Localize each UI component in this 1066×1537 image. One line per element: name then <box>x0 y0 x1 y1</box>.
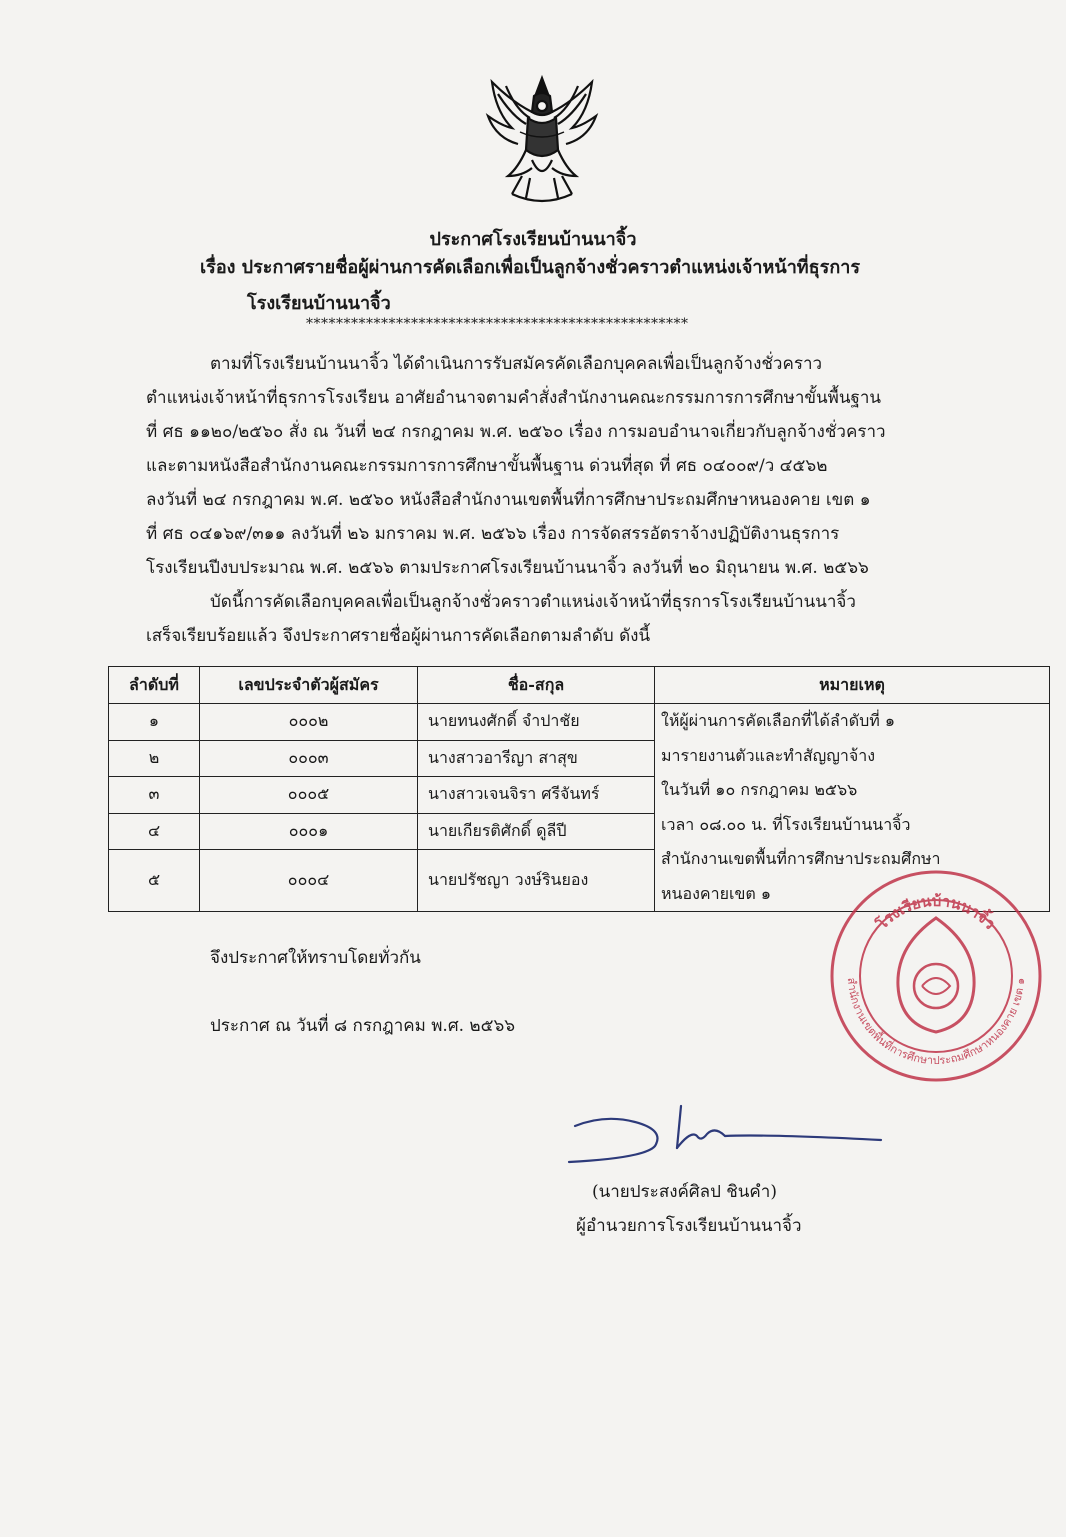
body-line-1: ตามที่โรงเรียนบ้านนาจิ้ว ได้ดำเนินการรับสมัครคัดเลือกบุคคลเพื่อเป็นลูกจ้างชั่วคราว <box>210 354 823 374</box>
school-seal-icon <box>826 866 1046 1086</box>
subject-line-continued: โรงเรียนบ้านนาจิ้ว <box>247 293 391 314</box>
table-header-row <box>109 667 1050 704</box>
body-line-3: ที่ ศธ ๑๑๒๐/๒๕๖๐ สั่ง ณ วันที่ ๒๔ กรกฎาคม พ.ศ. ๒๕๖๐ เรื่อง การมอบอำนาจเกี่ยวกับลูกจ้างชั่วคราว <box>146 422 886 442</box>
separator-stars: *************************************************** <box>306 316 689 332</box>
body-para2-line-1: บัดนี้การคัดเลือกบุคคลเพื่อเป็นลูกจ้างชั่วคราวตำแหน่งเจ้าหน้าที่ธุรการโรงเรียนบ้านนาจิ้ว <box>210 592 856 612</box>
row-order: ๔ <box>109 813 200 850</box>
row-name: นายเกียรติศักดิ์ ดูลีปี <box>418 813 655 850</box>
row-applicant-id: ๐๐๐๕ <box>200 777 418 814</box>
header-applicant-id: เลขประจำตัวผู้สมัคร <box>200 667 418 704</box>
body-line-2: ตำแหน่งเจ้าหน้าที่ธุรการโรงเรียน อาศัยอำนาจตามคำสั่งสำนักงานคณะกรรมการการศึกษาขั้นพื้นฐาน <box>146 388 882 408</box>
garuda-emblem-icon <box>482 72 602 212</box>
row-order: ๓ <box>109 777 200 814</box>
row-name: นายปรัชญา วงษ์รินยอง <box>418 850 655 912</box>
row-applicant-id: ๐๐๐๒ <box>200 704 418 741</box>
row-order: ๕ <box>109 850 200 912</box>
row-applicant-id: ๐๐๐๔ <box>200 850 418 912</box>
seal-text-ring: สำนักงานเขตพื้นที่การศึกษาประถมศึกษาหนองคาย เขต ๑ <box>844 977 1028 1068</box>
table-row <box>109 704 1050 741</box>
announce-title: ประกาศโรงเรียนบ้านนาจิ้ว <box>429 229 637 250</box>
header-remark: หมายเหตุ <box>655 667 1050 704</box>
remark-line: มารายงานตัวและทำสัญญาจ้าง <box>661 745 876 765</box>
row-order: ๑ <box>109 704 200 741</box>
announce-date: ประกาศ ณ วันที่ ๘ กรกฎาคม พ.ศ. ๒๕๖๖ <box>210 1016 516 1036</box>
row-name: นายทนงศักดิ์ จำปาชัย <box>418 704 655 741</box>
row-applicant-id: ๐๐๐๓ <box>200 740 418 777</box>
body-line-7: โรงเรียนปีงบประมาณ พ.ศ. ๒๕๖๖ ตามประกาศโรงเรียนบ้านนาจิ้ว ลงวันที่ ๒๐ มิถุนายน พ.ศ. ๒๕๖๖ <box>146 558 869 578</box>
remark-line: สำนักงานเขตพื้นที่การศึกษาประถมศึกษา <box>661 849 941 868</box>
row-name: นางสาวอารีญา สาสุข <box>418 740 655 777</box>
signer-position: ผู้อำนวยการโรงเรียนบ้านนาจิ้ว <box>576 1216 802 1236</box>
row-order: ๒ <box>109 740 200 777</box>
body-line-6: ที่ ศธ ๐๔๑๖๙/๓๑๑ ลงวันที่ ๒๖ มกราคม พ.ศ. ๒๕๖๖ เรื่อง การจัดสรรอัตราจ้างปฏิบัติงานธุรการ <box>146 524 840 544</box>
remark-line: ในวันที่ ๑๐ กรกฎาคม ๒๕๖๖ <box>661 780 858 799</box>
closing-notice: จึงประกาศให้ทราบโดยทั่วกัน <box>210 948 421 968</box>
remark-line: หนองคายเขต ๑ <box>661 883 772 903</box>
row-applicant-id: ๐๐๐๑ <box>200 813 418 850</box>
seal-text-top: โรงเรียนบ้านนาจิ้ว <box>872 891 1000 933</box>
remark-line: เวลา ๐๘.๐๐ น. ที่โรงเรียนบ้านนาจิ้ว <box>661 814 911 834</box>
row-name: นางสาวเจนจิรา ศรีจันทร์ <box>418 777 655 814</box>
subject-line: เรื่อง ประกาศรายชื่อผู้ผ่านการคัดเลือกเพื่อเป็นลูกจ้างชั่วคราวตำแหน่งเจ้าหน้าที่ธุรการ <box>200 257 860 278</box>
svg-text:สำนักงานเขตพื้นที่การศึกษาประถ <box>845 977 1027 1067</box>
header-name: ชื่อ-สกุล <box>418 667 655 704</box>
signer-name: (นายประสงค์ศิลป ชินคำ) <box>592 1182 777 1202</box>
director-signature <box>565 1100 885 1170</box>
body-line-5: ลงวันที่ ๒๔ กรกฎาคม พ.ศ. ๒๕๖๐ หนังสือสำนักงานเขตพื้นที่การศึกษาประถมศึกษาหนองคาย เขต ๑ <box>146 490 871 510</box>
body-para2-line-2: เสร็จเรียบร้อยแล้ว จึงประกาศรายชื่อผู้ผ่านการคัดเลือกตามลำดับ ดังนี้ <box>146 626 651 646</box>
remark-line: ให้ผู้ผ่านการคัดเลือกที่ได้ลำดับที่ ๑ <box>661 711 896 730</box>
header-order: ลำดับที่ <box>109 667 200 704</box>
body-line-4: และตามหนังสือสำนักงานคณะกรรมการการศึกษาขั้นพื้นฐาน ด่วนที่สุด ที่ ศธ ๐๔๐๐๙/ว ๔๕๖๒ <box>146 456 828 476</box>
